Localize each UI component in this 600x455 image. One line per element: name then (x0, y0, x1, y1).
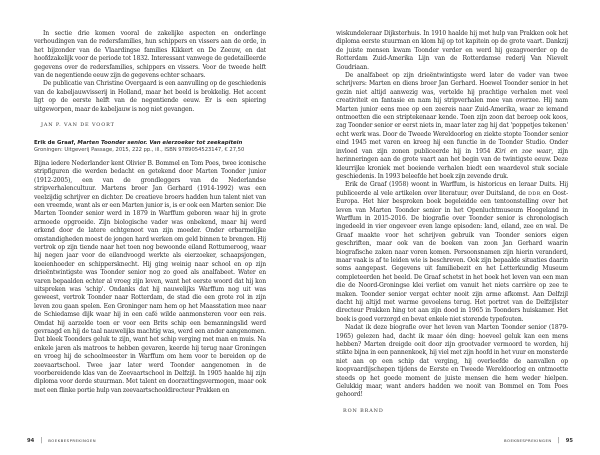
book-title-italic: Kiri en zoe waar (494, 147, 552, 155)
review-publication-details: Groningen: Uitgeverij Passage, 2015, 222 pp., ill., ISBN 9789054523147, € 27,50 (34, 147, 245, 154)
review-title (34, 140, 266, 147)
page-number: 94 (27, 438, 35, 444)
running-section-title: BOEKBESPREKINGEN (503, 438, 552, 443)
review-book-author: Erik de Graaf, (34, 140, 78, 147)
paragraph-text: Erik de Graaf (1958) woont in Warffum, is historicus en leraar Duits. Hij publiceerde al vele artikelen over literatuur, over Duitsland, de (336, 181, 568, 197)
page-number: 95 (565, 438, 573, 444)
review-paragraph-4: Nadat ik deze biografie over het leven van Marten Toonder senior (1879-1965) gelezen had, dacht ik maar één ding: hoeveel geluk kan een mens hebben? Marten dreigde ooit door zijn grootvader vermoord te worden, hij stikte bijna in een pannenkoek, hij viel met zijn hoofd in het vuur en monsterde niet aan op een schip dat verging, hij overleefde de aanvallen op koopvaardijschepen tijdens de Eerste en Tweede Wereldoorlog en ontmoette steeds op het goede moment de juiste mensen die hem weder hielpen. Gelukkig maar, want anders hadden we nooit van Bommel en Tom Poes gehoord! (336, 324, 568, 399)
right-page (300, 0, 600, 455)
review-paragraph-2 (336, 72, 568, 181)
right-page-content (336, 30, 568, 414)
review-header (34, 140, 266, 155)
paragraph-intro-2: De publicatie van Christine Overgaard is een aanvulling op de geschiedenis van de kabeljauwvisserij in Holland, maar het beeld is brokkelig. Het accent ligt op de eerste helft van de negentiende eeuw. Er is een spiering uitgeworpen, maar de kabeljauw is nog niet gevangen. (34, 80, 266, 113)
review-book-title: Marten Toonder senior. Van eierzoeker tot zeekapitein (77, 140, 243, 147)
right-page-footer (504, 437, 573, 445)
abbreviation: DDR (528, 190, 541, 197)
paragraph-text: en Oost-Europa. Het hier besproken boek begeleidde een tentoonstelling over het leven van Marten Toonder senior in het Openluchtmuseum Hoogeland in Warffum in 2015-2016. De biografie over Toonder senior is chronologisch ingedeeld in vier ongeveer even lange episoden: land, eiland, zee en wal. De Graaf maakte voor het schrijven gebruik van Toonder seniors eigen geschriften, maar ook van de boeken van zoon Jan Gerhard waarin biografische zaken naar voren komen. Persoonsnamen zijn hierin veranderd, maar vaak is af te leiden wie is beschreven. Ook zijn bepaalde situaties daarin soms aangepast. Gegevens uit familiebezit en het Letterkundig Museum completeerden het beeld. De Graaf schetst in het boek het leven van een man die de Noord-Groningse klei verliet om vanuit het niets carrière op zee te maken. Toonder senior vergat echter nooit zijn arme afkomst. Aan Delfzijl dacht hij altijd met warme gevoelens terug. Het portret van de Delfzijlster directeur Prakken hing tot aan zijn dood in 1965 in Toonders huiskamer. Het boek is goed verzorgd en bevat enkele niet storende typefouten. (336, 189, 568, 323)
review-paragraph-1: Bijna iedere Nederlander kent Olivier B. Bommel en Tom Poes, twee iconische stripfiguren die werden bedacht en getekend door Marten Toonder junior (1912-2005), een van de grondleggers van de Nederlandse stripverhalencultuur. Martens broer Jan Gerhard (1914-1992) was een veelzijdig schrijver en dichter. De creatieve broers hadden hun talent niet van een vreemde, want als er een Marten junior is, is er ook een Marten senior. Die Marten Toonder senior werd in 1879 in Warffum geboren waar hij in grote armoede opgroeide. Zijn biologische vader was onbekend, maar hij werd erkend door de latere echtgenoot van zijn moeder. Onder erbarmelijke omstandigheden moest de jongen hard werken om geld binnen te brengen. Hij vertrok op zijn tiende naar het toen nog bewoonde eiland Rottumeroog, waar hij negen jaar voor de eilandvoogd werkte als eierzoeker, schaapsjongen, koeienhoeder en schippersknecht. Hij ging weinig naar school en op zijn drieëntwintigste was Toonder senior nog zo goed als analfabeet. Water en varen bepaalden echter al vroeg zijn leven, want het eerste woord dat hij kon uitspreken was 'schip'. Ondanks dat hij nauwelijks Warffum nog uit was geweest, vertrok Toonder naar Rotterdam, de stad die een grote rol in zijn leven zou gaan spelen. Een Groninger nam hem op het Maasstation mee naar de Schiedamse dijk waar hij in een café wilde aanmonsteren voor een reis. Omdat hij aarzelde toen er voor een Brits schip een bemanningslid werd gevraagd en hij de taal nauwelijks machtig was, werd een ander aangenomen. Dat bleek Toonders geluk te zijn, want het schip verging met man en muis. Na enkele jaren als matroos te hebben gevaren, keerde hij terug naar Groningen en vroeg hij de schoolmeester in Warffum om hem voor te bereiden op de zeevaartschool. Twee jaar later werd Toonder aangenomen in de voorbereidende klas van de Zeevaartschool in Delfzijl. In 1905 haalde hij zijn diploma voor derde stuurman. Met talent en doorzettingsvermogen, maar ook met een flinke portie hulp van zeevaartschooldirecteur Prakken en (34, 159, 266, 394)
review-paragraph-continued: wiskundeleraar Dijksterhuis. In 1910 haalde hij met hulp van Prakken ook het diploma eerste stuurman en klom hij op tot kapitein op de grote vaart. Dankzij de juiste mensen kwam Toonder verder en werd hij gezagvoerder op de Rotterdam Zuid-Amerika Lijn van de Rotterdamse rederij Van Nievelt Goudriaan. (336, 30, 568, 71)
paragraph-text: De analfabeet op zijn drieëntwintigste werd later de vader van twee schrijvers: Marten en diens broer Jan Gerhard. Hoewel Toonder senior in het gezin niet altijd aanwezig was, vertelde hij prachtige verhalen met veel creativiteit en fantasie en nam hij stripverhalen mee van overzee. Hij nam Marten junior eens mee op een zeereis naar Zuid-Amerika, waar ze iemand ontmoetten die een striptekenaar kende. Toen zijn zoon dat beroep ook koos, zag Toonder senior er eerst niets in, maar later zag hij dat 'poppetjes tekenen' echt werk was. Door de Tweede Wereldoorlog en ziekte stopte Toonder senior eind 1945 met varen en kreeg hij een functie in de Toonder Studio. Onder invloed van zijn zonen publiceerde hij in 1954 (336, 72, 568, 155)
footer-separator: | (40, 437, 43, 444)
reviewer-signature: JAN P. VAN DE VOORT (41, 122, 115, 129)
review-body (34, 160, 266, 395)
left-page-footer (27, 437, 96, 445)
paragraph-text: , zijn herinneringen aan de grote vaart aan het begin van de twintigste eeuw. Deze kleurrijke kroniek met boeiende verhalen biedt een waardevol stuk sociale geschiedenis. In 1993 beleefde het boek zijn zevende druk. (336, 147, 568, 180)
paragraph-intro-1: In sectie drie komen vooral de zakelijke aspecten en onderlinge verhoudingen van de redersfamilies, hun schippers en vissers aan de orde, in het bijzonder van de Vlaardingse families Kikkert en De Zeeuw, en dat hoofdzakelijk voor de periode tot 1832. Interessant vanwege de gedetailleerde gegevens over de redersfamilies, schippers en vissers. Voor de tweede helft van de negentiende eeuw zijn de gegevens echter schaars. (34, 30, 266, 80)
footer-separator: | (557, 437, 560, 444)
review-paragraph-3 (336, 181, 568, 324)
running-section-title: BOEKBESPREKINGEN (48, 438, 97, 443)
reviewer-signature: RON BRAND (343, 407, 384, 414)
left-page-content (34, 30, 266, 395)
